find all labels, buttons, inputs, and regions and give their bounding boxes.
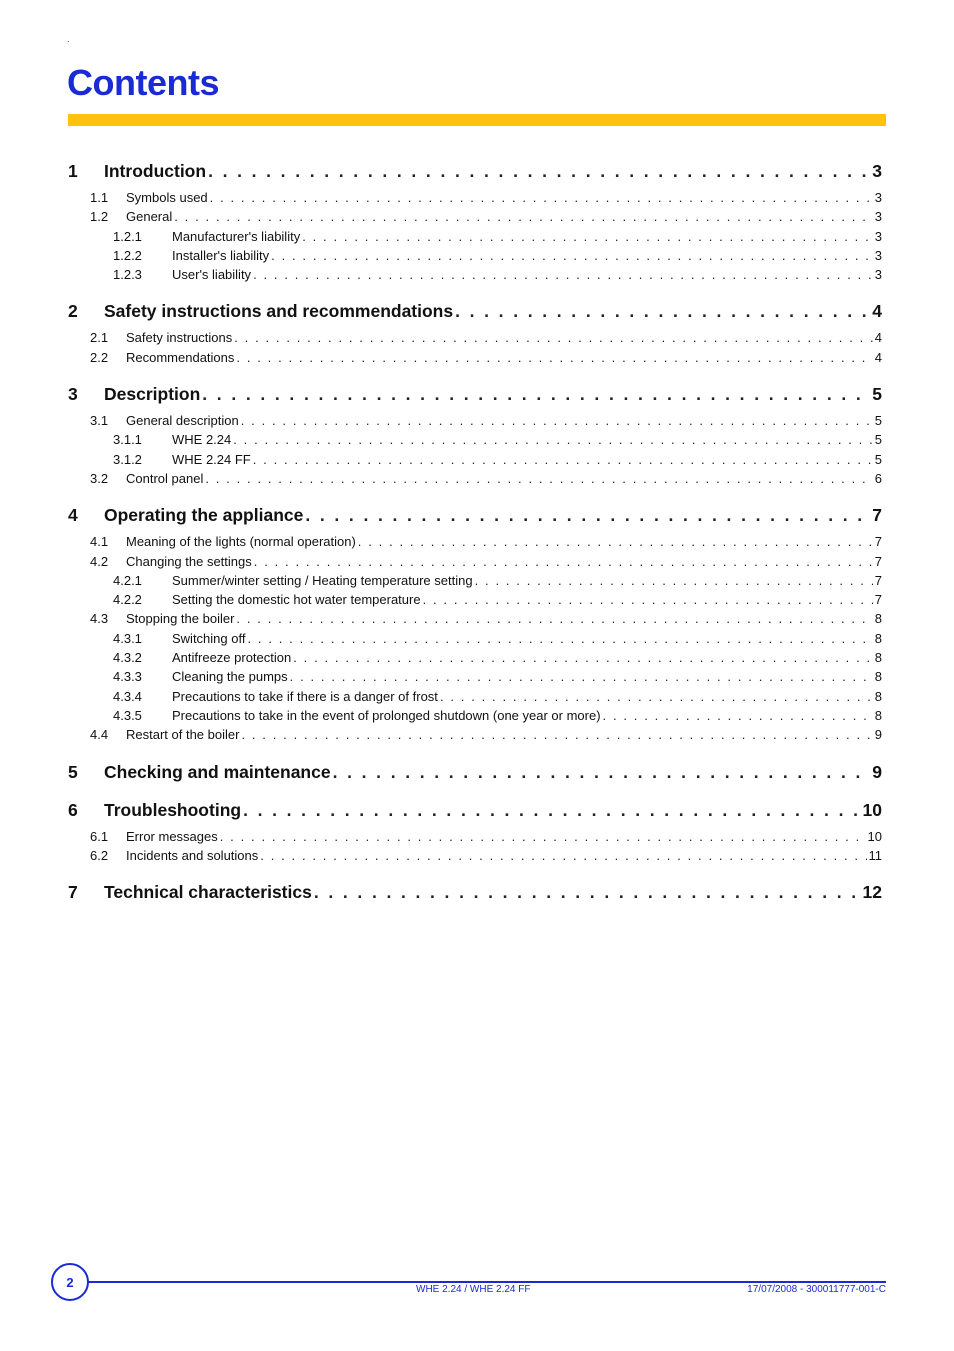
toc-entry-label: Installer's liability xyxy=(172,247,270,263)
toc-dot-leader xyxy=(253,265,873,284)
toc-entry-page: 9 xyxy=(874,727,882,743)
toc-dot-leader xyxy=(603,706,873,725)
toc-entry-number: 4.3.3 xyxy=(113,669,142,685)
toc-entry-number: 6.2 xyxy=(90,847,109,863)
toc-dot-leader xyxy=(290,667,873,686)
toc-entry-number: 6.1 xyxy=(90,828,109,844)
toc-entry-number: 3.1 xyxy=(90,413,109,429)
toc-entry-label: Precautions to take if there is a danger of frost xyxy=(172,688,438,704)
toc-entry-label: Precautions to take in the event of prolonged shutdown (one year or more) xyxy=(172,707,601,723)
page-title: Contents xyxy=(67,62,219,103)
toc-entry-page: 5 xyxy=(874,451,882,467)
toc-entry[interactable] xyxy=(68,265,882,284)
toc-entry-label: Manufacturer's liability xyxy=(172,228,301,244)
toc-entry-label: Safety instructions and recommendations xyxy=(104,301,454,322)
toc-dot-leader xyxy=(455,300,870,322)
toc-entry[interactable] xyxy=(68,383,882,405)
toc-dot-leader xyxy=(202,383,870,405)
toc-entry-page: 7 xyxy=(874,572,882,588)
toc-dot-leader xyxy=(271,246,873,265)
toc-entry-page: 11 xyxy=(868,847,882,863)
toc-dot-leader xyxy=(236,348,872,367)
toc-entry-number: 6 xyxy=(68,799,78,820)
toc-dot-leader xyxy=(305,504,870,526)
toc-entry-label: Error messages xyxy=(126,828,218,844)
toc-entry-page: 7 xyxy=(874,534,882,550)
toc-entry-label: Technical characteristics xyxy=(104,882,312,903)
toc-entry-page: 3 xyxy=(874,228,882,244)
toc-dot-leader xyxy=(220,827,866,846)
toc-entry[interactable] xyxy=(68,411,882,430)
toc-entry[interactable] xyxy=(68,504,882,526)
toc-entry[interactable] xyxy=(68,609,882,628)
toc-entry-number: 4.3 xyxy=(90,611,109,627)
toc-entry-number: 3 xyxy=(68,384,78,405)
toc-entry-label: Restart of the boiler xyxy=(126,727,240,743)
toc-entry-number: 4.3.1 xyxy=(113,630,142,646)
toc-entry-number: 1.2.3 xyxy=(113,267,142,283)
toc-entry-page: 8 xyxy=(874,630,882,646)
toc-entry-number: 7 xyxy=(68,882,78,903)
toc-dot-leader xyxy=(423,590,873,609)
toc-entry-page: 3 xyxy=(874,209,882,225)
footer-rule xyxy=(86,1281,886,1283)
toc-dot-leader xyxy=(210,188,873,207)
toc-entry[interactable] xyxy=(68,629,882,648)
toc-entry[interactable] xyxy=(68,227,882,246)
toc-entry-label: Checking and maintenance xyxy=(104,761,331,782)
toc-entry[interactable] xyxy=(68,207,882,226)
toc-entry-number: 1.2.1 xyxy=(113,228,142,244)
toc-entry-number: 1.2 xyxy=(90,209,109,225)
toc-entry-number: 3.1.2 xyxy=(113,451,142,467)
toc-entry-label: Incidents and solutions xyxy=(126,847,259,863)
toc-entry-label: Switching off xyxy=(172,630,246,646)
toc-entry[interactable] xyxy=(68,532,882,551)
toc-entry-page: 3 xyxy=(874,247,882,263)
toc-dot-leader xyxy=(440,687,873,706)
toc-entry-label: Summer/winter setting / Heating temperature setting xyxy=(172,572,473,588)
toc-dot-leader xyxy=(205,469,872,488)
toc-entry-number: 2.1 xyxy=(90,330,109,346)
toc-entry-page: 5 xyxy=(874,413,882,429)
toc-dot-leader xyxy=(174,207,873,226)
toc-dot-leader xyxy=(253,450,873,469)
toc-entry-label: WHE 2.24 FF xyxy=(172,451,251,467)
toc-entry-page: 7 xyxy=(874,592,882,608)
toc-entry-page: 3 xyxy=(874,267,882,283)
toc-dot-leader xyxy=(241,725,872,744)
toc-entry-label: Description xyxy=(104,384,201,405)
toc-entry[interactable] xyxy=(68,160,882,182)
toc-entry-number: 5 xyxy=(68,761,78,782)
toc-dot-leader xyxy=(302,227,873,246)
toc-dot-leader xyxy=(475,571,873,590)
toc-entry[interactable] xyxy=(68,881,882,903)
toc-entry-page: 3 xyxy=(874,190,882,205)
toc-entry-label: Recommendations xyxy=(126,349,235,365)
toc-entry-label: Safety instructions xyxy=(126,330,233,346)
toc-entry-number: 4.4 xyxy=(90,727,109,743)
toc-entry-label: Changing the settings xyxy=(126,553,252,569)
toc-entry[interactable] xyxy=(68,590,882,609)
toc-entry-label: Stopping the boiler xyxy=(126,611,235,627)
toc-dot-leader xyxy=(247,629,872,648)
toc-entry[interactable] xyxy=(68,348,882,367)
toc-entry[interactable] xyxy=(68,188,882,207)
toc-dot-leader xyxy=(236,609,872,628)
toc-entry-page: 6 xyxy=(874,470,882,486)
toc-entry-page: 5 xyxy=(872,384,882,405)
toc-entry-number: 4.3.5 xyxy=(113,707,142,723)
toc-dot-leader xyxy=(293,648,873,667)
toc-entry-number: 4.3.4 xyxy=(113,688,142,704)
toc-entry-number: 4.2 xyxy=(90,553,109,569)
toc-entry-page: 8 xyxy=(874,611,882,627)
toc-entry-page: 4 xyxy=(874,349,882,365)
toc-entry-number: 4.1 xyxy=(90,534,109,550)
toc-dot-leader xyxy=(333,761,871,783)
toc-dot-leader xyxy=(208,160,870,182)
toc-entry-page: 4 xyxy=(874,330,882,346)
toc-entry-page: 5 xyxy=(874,432,882,448)
toc-entry[interactable] xyxy=(68,300,882,322)
toc-entry[interactable] xyxy=(68,799,882,821)
toc-entry[interactable] xyxy=(68,827,882,846)
toc-entry-number: 2.2 xyxy=(90,349,109,365)
toc-entry-label: Cleaning the pumps xyxy=(172,669,288,685)
toc-entry-number: 4.2.1 xyxy=(113,572,142,588)
toc-entry[interactable] xyxy=(68,667,882,686)
toc-entry-page: 8 xyxy=(874,669,882,685)
toc-entry-number: 2 xyxy=(68,301,78,322)
toc-entry-page: 3 xyxy=(872,161,882,181)
toc-entry[interactable] xyxy=(68,469,882,488)
toc-entry-label: Meaning of the lights (normal operation) xyxy=(126,534,356,550)
toc-dot-leader xyxy=(260,846,866,865)
toc-entry[interactable] xyxy=(68,761,882,783)
toc-entry[interactable] xyxy=(68,725,882,744)
toc-entry-page: 8 xyxy=(874,707,882,723)
toc-entry-label: Control panel xyxy=(126,470,204,486)
title-rule xyxy=(68,114,886,126)
table-of-contents xyxy=(68,160,882,909)
toc-entry-number: 4.3.2 xyxy=(113,650,142,666)
toc-entry-page: 4 xyxy=(872,301,882,322)
toc-entry[interactable] xyxy=(68,328,882,347)
toc-dot-leader xyxy=(243,799,860,821)
toc-entry-label: Antifreeze protection xyxy=(172,650,292,666)
toc-dot-leader xyxy=(314,881,861,903)
toc-entry[interactable] xyxy=(68,648,882,667)
toc-dot-leader xyxy=(234,328,873,347)
toc-entry-number: 3.2 xyxy=(90,470,109,486)
toc-entry[interactable] xyxy=(68,571,882,590)
toc-entry-number: 3.1.1 xyxy=(113,432,142,448)
toc-entry-number: 1.1 xyxy=(90,190,109,205)
toc-entry-page: 8 xyxy=(874,650,882,666)
toc-dot-leader xyxy=(358,532,873,551)
toc-entry-page: 10 xyxy=(867,828,882,844)
toc-dot-leader xyxy=(233,430,873,449)
toc-entry-number: 4 xyxy=(68,505,78,526)
toc-entry[interactable] xyxy=(68,846,882,865)
toc-entry-number: 1 xyxy=(68,161,78,181)
toc-entry[interactable] xyxy=(68,246,882,265)
footer-reference: 17/07/2008 - 300011777-001-C xyxy=(747,1284,886,1295)
toc-entry-page: 12 xyxy=(862,882,882,903)
toc-entry-label: Symbols used xyxy=(126,190,208,205)
toc-entry-number: 4.2.2 xyxy=(113,592,142,608)
toc-entry-page: 9 xyxy=(872,761,882,782)
toc-entry-label: WHE 2.24 xyxy=(172,432,232,448)
toc-entry[interactable] xyxy=(68,687,882,706)
toc-entry-number: 1.2.2 xyxy=(113,247,142,263)
toc-entry-page: 10 xyxy=(862,799,882,820)
toc-entry[interactable] xyxy=(68,430,882,449)
toc-entry-label: User's liability xyxy=(172,267,252,283)
toc-entry-label: General description xyxy=(126,413,239,429)
toc-entry-label: General xyxy=(126,209,173,225)
toc-entry[interactable] xyxy=(68,706,882,725)
toc-dot-leader xyxy=(254,552,873,571)
toc-entry-page: 8 xyxy=(874,688,882,704)
toc-entry-label: Introduction xyxy=(104,161,207,181)
toc-dot-leader xyxy=(241,411,873,430)
header-mark: . xyxy=(67,34,70,44)
footer-product: WHE 2.24 / WHE 2.24 FF xyxy=(416,1284,531,1295)
toc-entry-page: 7 xyxy=(872,505,882,526)
toc-entry-label: Operating the appliance xyxy=(104,505,304,526)
toc-entry[interactable] xyxy=(68,552,882,571)
toc-entry-page: 7 xyxy=(874,553,882,569)
page-number-badge: 2 xyxy=(51,1263,89,1301)
toc-entry[interactable] xyxy=(68,450,882,469)
toc-entry-label: Troubleshooting xyxy=(104,799,242,820)
toc-entry-label: Setting the domestic hot water temperature xyxy=(172,592,421,608)
